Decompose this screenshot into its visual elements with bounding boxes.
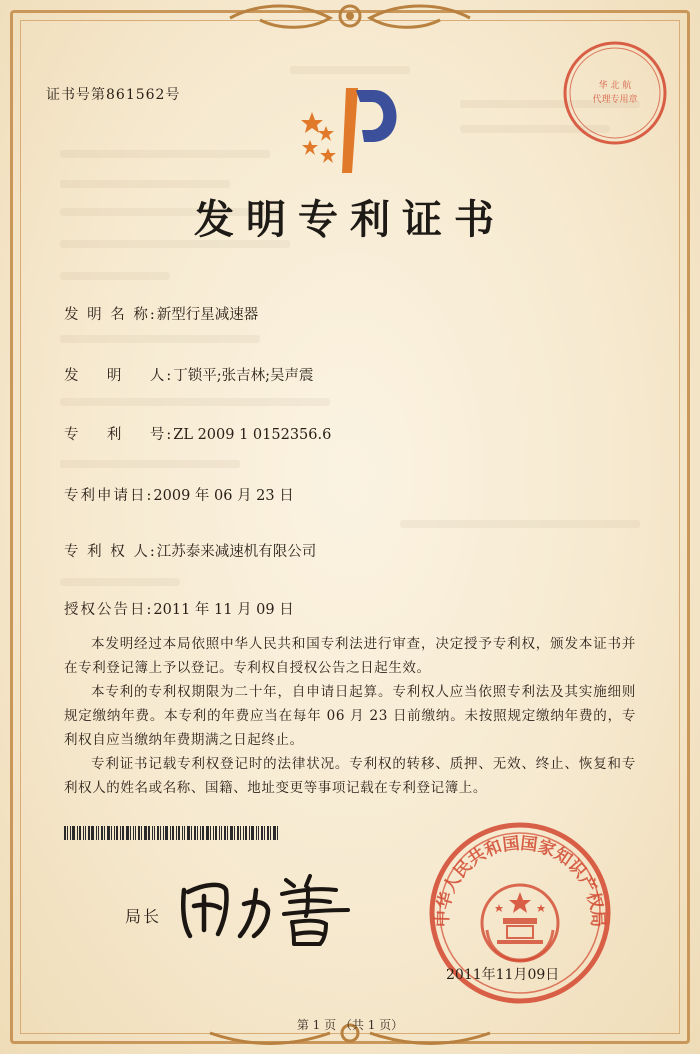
barcode-bar bbox=[116, 826, 118, 840]
certificate-body bbox=[64, 632, 636, 800]
barcode-bar bbox=[178, 826, 180, 840]
announce-date-label: 授权公告日: bbox=[64, 602, 154, 618]
svg-text:代理专用章: 代理专用章 bbox=[592, 95, 638, 105]
barcode-bar bbox=[182, 826, 183, 840]
barcode-bar bbox=[138, 826, 140, 840]
patent-number-row bbox=[64, 423, 331, 444]
barcode-bar bbox=[144, 826, 147, 840]
barcode bbox=[64, 826, 314, 840]
barcode-bar bbox=[227, 826, 228, 840]
barcode-bar bbox=[172, 826, 174, 840]
barcode-bar bbox=[64, 826, 66, 840]
seal-text: 中华人民共和国国家知识产权局 bbox=[432, 833, 608, 928]
certificate-title: 发明专利证书 bbox=[194, 196, 506, 243]
barcode-bar bbox=[245, 826, 247, 840]
barcode-bar bbox=[130, 826, 131, 840]
barcode-bar bbox=[104, 826, 105, 840]
top-ornament-icon bbox=[220, 0, 480, 36]
barcode-bar bbox=[251, 826, 254, 840]
barcode-bar bbox=[176, 826, 177, 840]
barcode-bar bbox=[96, 826, 97, 840]
invention-name-row bbox=[64, 303, 258, 324]
barcode-bar bbox=[126, 826, 129, 840]
body-paragraph-grant: 本发明经过本局依照中华人民共和国专利法进行审查，决定授予专利权，颁发本证书并在专利登记簿上予以登记。专利权自授权公告之日起生效。 bbox=[64, 636, 636, 676]
watermark-line bbox=[60, 272, 170, 280]
watermark-line bbox=[60, 398, 330, 406]
patentee-value: 江苏泰来减速机有限公司 bbox=[156, 544, 317, 560]
barcode-bar bbox=[88, 826, 90, 840]
inventor-label: 发 明 人: bbox=[64, 368, 174, 384]
barcode-bar bbox=[237, 826, 239, 840]
invention-name-value: 新型行星减速器 bbox=[156, 307, 259, 323]
body-paragraph-legal-status: 专利证书记载专利权登记时的法律状况。专利权的转移、质押、无效、终止、恢复和专利权人的姓名或名称、国籍、地址变更等事项记载在专利登记簿上。 bbox=[64, 756, 636, 796]
barcode-bar bbox=[221, 826, 222, 840]
invention-name-label: 发 明 名 称: bbox=[64, 307, 157, 323]
barcode-bar bbox=[165, 826, 168, 840]
barcode-bar bbox=[122, 826, 124, 840]
patent-number-label: 专 利 号: bbox=[64, 427, 174, 443]
barcode-bar bbox=[219, 826, 220, 840]
barcode-bar bbox=[72, 826, 75, 840]
patentee-label: 专 利 权 人: bbox=[64, 544, 157, 560]
barcode-bar bbox=[240, 826, 241, 840]
watermark-line bbox=[60, 578, 180, 586]
patent-number-value: ZL 2009 1 0152356.6 bbox=[173, 427, 332, 443]
barcode-bar bbox=[111, 826, 112, 840]
barcode-bar bbox=[249, 826, 250, 840]
barcode-bar bbox=[70, 826, 71, 840]
barcode-bar bbox=[234, 826, 235, 840]
barcode-bar bbox=[107, 826, 110, 840]
inventor-value: 丁锁平;张吉林;吴声震 bbox=[173, 368, 314, 384]
watermark-line bbox=[290, 66, 410, 74]
barcode-bar bbox=[154, 826, 155, 840]
patent-office-logo-icon bbox=[290, 78, 420, 178]
barcode-bar bbox=[187, 826, 190, 840]
announce-date-row bbox=[64, 598, 294, 619]
barcode-bar bbox=[148, 826, 150, 840]
barcode-bar bbox=[224, 826, 226, 840]
watermark-line bbox=[60, 335, 260, 343]
barcode-bar bbox=[261, 826, 263, 840]
barcode-bar bbox=[120, 826, 121, 840]
watermark-line bbox=[60, 150, 270, 158]
barcode-bar bbox=[135, 826, 136, 840]
barcode-bar bbox=[206, 826, 209, 840]
barcode-bar bbox=[170, 826, 171, 840]
barcode-bar bbox=[114, 826, 115, 840]
barcode-bar bbox=[264, 826, 265, 840]
barcode-bar bbox=[184, 826, 185, 840]
body-paragraph-term: 本专利的专利权期限为二十年，自申请日起算。专利权人应当依照专利法及其实施细则规定缴纳年费。本专利的年费应当在每年 06 月 23 日前缴纳。未按照规定缴纳年费的，专利权自应当缴纳年费期满之日起终止。 bbox=[64, 684, 636, 748]
barcode-bar bbox=[83, 826, 84, 840]
barcode-bar bbox=[79, 826, 81, 840]
barcode-bar bbox=[256, 826, 257, 840]
barcode-bar bbox=[243, 826, 244, 840]
svg-text:华 北 航: 华 北 航 bbox=[598, 81, 632, 91]
barcode-bar bbox=[191, 826, 192, 840]
barcode-bar bbox=[101, 826, 103, 840]
filing-date-label: 专利申请日: bbox=[64, 488, 154, 504]
barcode-bar bbox=[67, 826, 68, 840]
barcode-bar bbox=[91, 826, 94, 840]
director-signature-icon bbox=[170, 860, 370, 950]
barcode-bar bbox=[85, 826, 86, 840]
filing-date-row bbox=[64, 484, 294, 505]
barcode-bar bbox=[197, 826, 198, 840]
barcode-bar bbox=[200, 826, 201, 840]
barcode-bar bbox=[194, 826, 196, 840]
barcode-bar bbox=[230, 826, 233, 840]
inventor-row bbox=[64, 364, 314, 385]
barcode-bar bbox=[210, 826, 211, 840]
announce-date-value: 2011 年 11 月 09 日 bbox=[153, 602, 294, 618]
patentee-row bbox=[64, 540, 316, 561]
agency-seal-icon bbox=[560, 38, 670, 148]
barcode-bar bbox=[202, 826, 204, 840]
barcode-bar bbox=[160, 826, 161, 840]
watermark-line bbox=[400, 520, 640, 528]
barcode-bar bbox=[213, 826, 214, 840]
barcode-bar bbox=[270, 826, 271, 840]
filing-date-value: 2009 年 06 月 23 日 bbox=[153, 488, 294, 504]
watermark-line bbox=[60, 460, 240, 468]
director-label: 局长 bbox=[125, 907, 162, 926]
page-indicator: 第 1 页 （共 1 页） bbox=[296, 1018, 404, 1032]
barcode-bar bbox=[133, 826, 134, 840]
grant-date: 2011年11月09日 bbox=[446, 967, 560, 983]
barcode-bar bbox=[277, 826, 278, 840]
certificate-number: 证书号第861562号 bbox=[46, 87, 181, 103]
barcode-bar bbox=[157, 826, 159, 840]
barcode-bar bbox=[152, 826, 153, 840]
barcode-bar bbox=[258, 826, 259, 840]
barcode-bar bbox=[267, 826, 269, 840]
watermark-line bbox=[60, 180, 230, 188]
barcode-bar bbox=[163, 826, 164, 840]
barcode-bar bbox=[141, 826, 142, 840]
barcode-bar bbox=[273, 826, 276, 840]
barcode-bar bbox=[215, 826, 217, 840]
barcode-bar bbox=[98, 826, 99, 840]
barcode-bar bbox=[77, 826, 78, 840]
